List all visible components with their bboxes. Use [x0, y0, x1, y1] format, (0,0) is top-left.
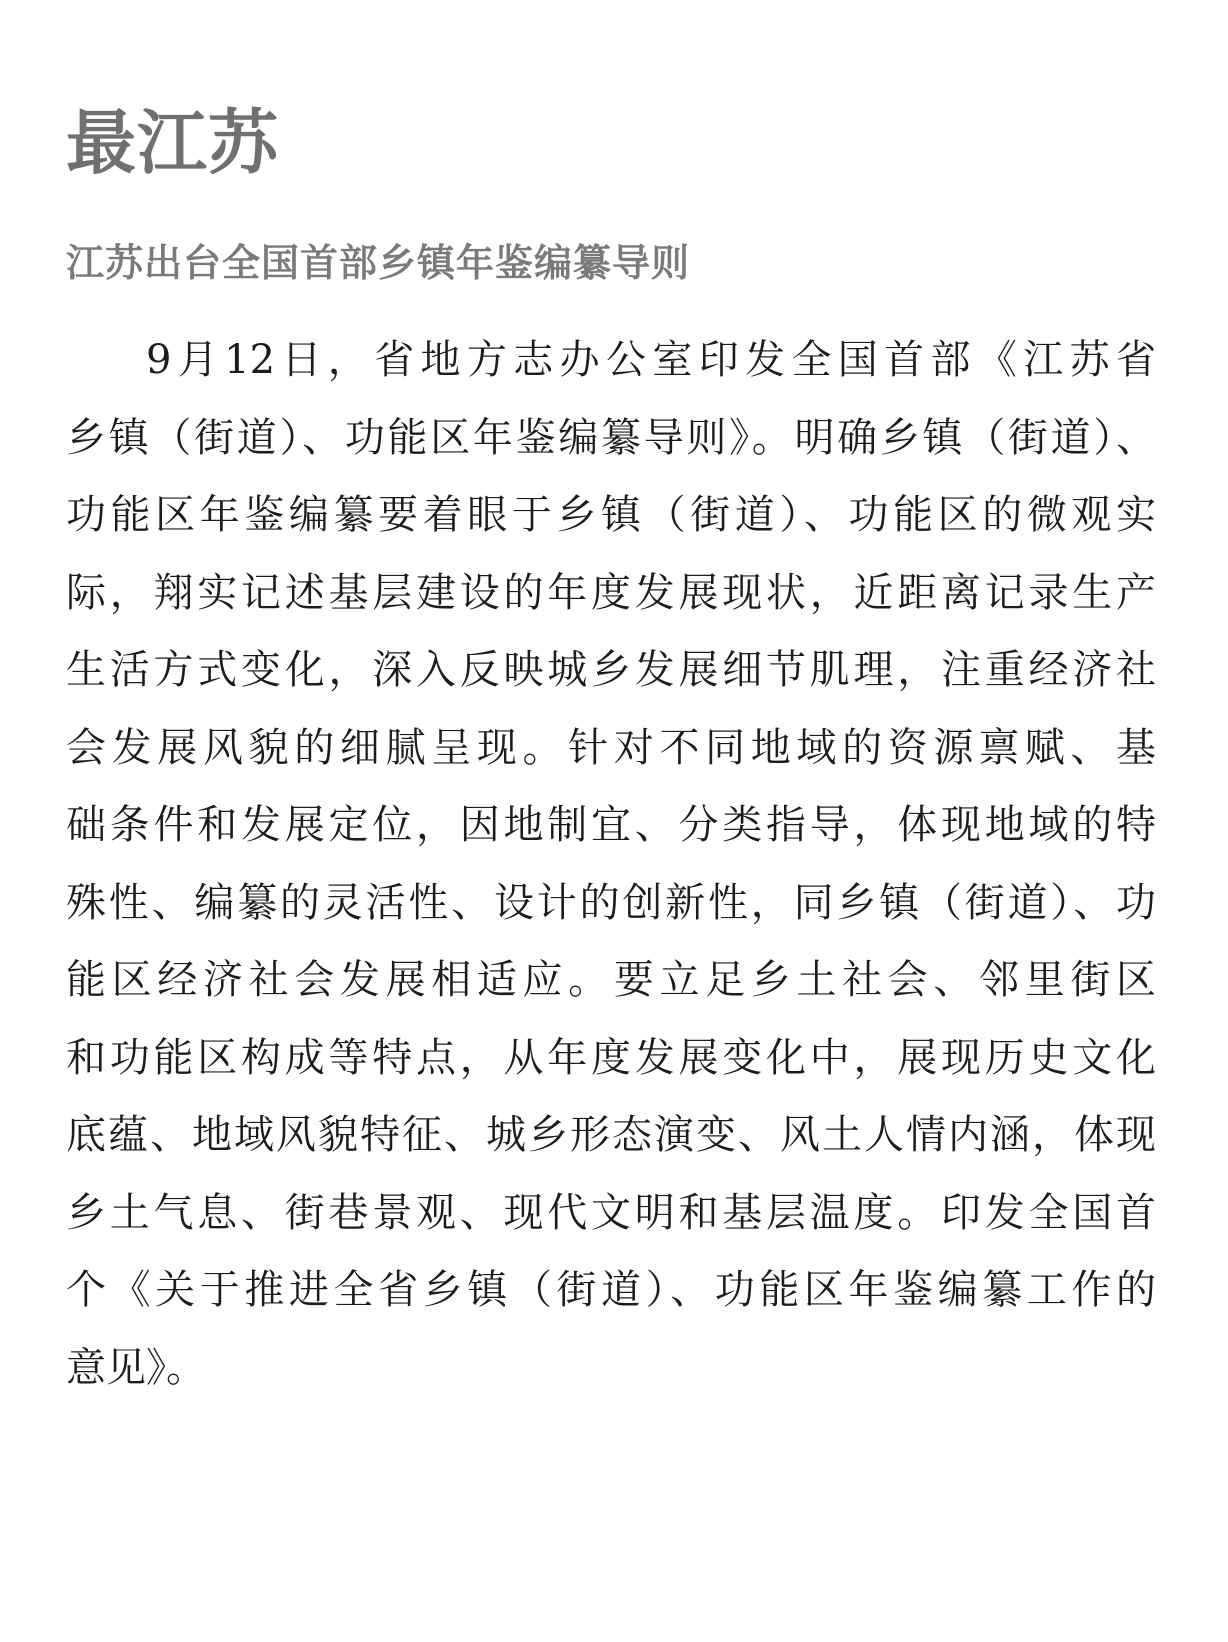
- body-line: 会发展风貌的细腻呈现。针对不同地域的资源禀赋、基: [66, 724, 1156, 771]
- body-line: 生活方式变化，深入反映城乡发展细节肌理，注重经济社: [66, 647, 1156, 693]
- body-line: 和功能区构成等特点，从年度发展变化中，展现历史文化: [66, 1034, 1156, 1081]
- body-line: 乡镇（街道）、功能区年鉴编纂导则》。明确乡镇（街道）、: [66, 414, 1156, 461]
- article-body: [66, 336, 1156, 1421]
- body-line: 9月12日，省地方志办公室印发全国首部《江苏省: [146, 337, 1156, 383]
- body-line: 础条件和发展定位，因地制宜、分类指导，体现地域的特: [66, 802, 1156, 848]
- body-line: 底蕴、地域风貌特征、城乡形态演变、风土人情内涵，体现: [66, 1112, 1156, 1158]
- body-line: 个《关于推进全省乡镇（街道）、功能区年鉴编纂工作的: [66, 1267, 1156, 1313]
- body-line: 功能区年鉴编纂要着眼于乡镇（街道）、功能区的微观实: [66, 492, 1156, 538]
- body-line: 乡土气息、街巷景观、现代文明和基层温度。印发全国首: [66, 1189, 1156, 1236]
- body-line: 际，翔实记述基层建设的年度发展现状，近距离记录生产: [66, 569, 1156, 616]
- body-line: 殊性、编纂的灵活性、设计的创新性，同乡镇（街道）、功: [66, 879, 1156, 926]
- section-title: 最江苏: [66, 102, 279, 184]
- body-line: 能区经济社会发展相适应。要立足乡土社会、邻里街区: [66, 957, 1156, 1003]
- body-line: 意见》。: [66, 1344, 206, 1391]
- article-heading: 江苏出台全国首部乡镇年鉴编纂导则: [66, 240, 691, 285]
